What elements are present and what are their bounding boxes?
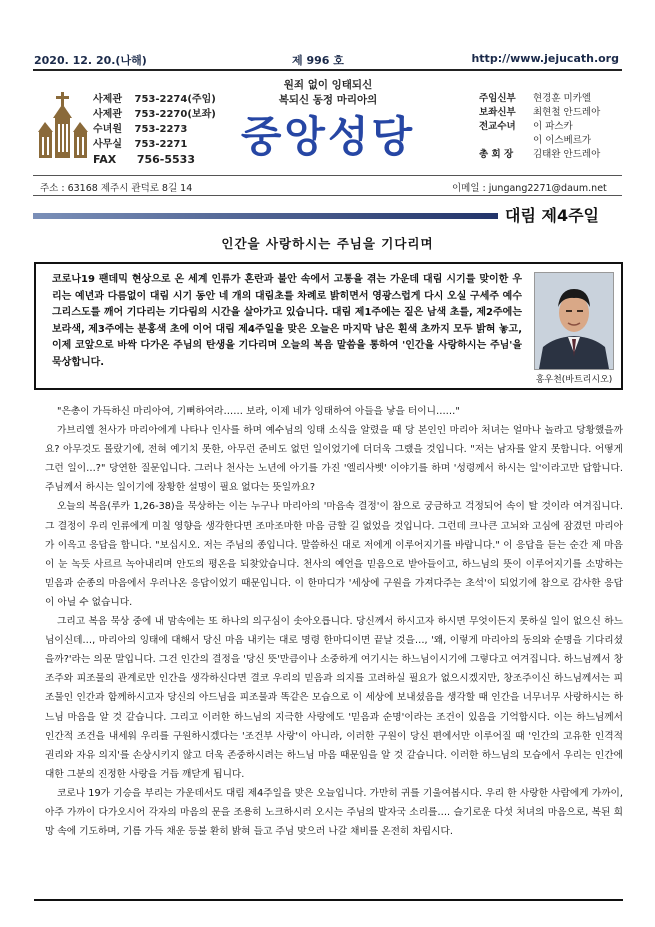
- body-paragraph: "은총이 가득하신 마리아여, 기뻐하여라…… 보라, 이제 네가 잉태하여 아들을 낳을 터이니……": [57, 406, 460, 417]
- email-address[interactable]: 이메일 : jungang2271@daum.net: [452, 183, 607, 194]
- staff-row: [479, 134, 600, 148]
- contact-row: [93, 122, 216, 137]
- body-paragraph: 가브리엘 천사가 마리아에게 나타나 인사를 하며 예수님의 잉태 소식을 알렸을 때 당 본인인 마리아 처녀는 얼마나 놀라고 당황했을까요? 아무것도 몰랐기에, 전혀 예기치 못한, 아무런 준비도 없던 일이었기에 더더욱 그랬을 것입니다. "저는 남자를 알지 못합니다. 어떻게 그런 일이…?" 당연한 질문입니다. 그러나 천사는 노년에 아기를 가진 '엘리사벳' 이야기를 하며 '성령께서 하시는 일'이라고만 답합니다. 주님께서 하시는 일이기에 장황한 설명이 필요 없다는 뜻일까요?: [45, 425, 623, 494]
- staff-role: 주임신부: [479, 93, 516, 104]
- staff-name: 이 이스베르가: [533, 135, 592, 146]
- tagline-line: 복되신 동정 마리아의: [278, 94, 378, 106]
- contact-value: 756-5533: [136, 153, 195, 166]
- staff-name: 김태완 안드레아: [533, 149, 601, 160]
- contact-value: 753-2271: [134, 139, 188, 150]
- staff-role: 보좌신부: [479, 107, 516, 118]
- staff-name: 이 파스카: [533, 121, 573, 132]
- header-rule: [33, 175, 622, 176]
- staff-row: [479, 92, 600, 106]
- contact-row: [93, 92, 216, 107]
- intro-text: 코로나19 팬데믹 현상으로 온 세계 인류가 혼란과 불안 속에서 고통을 겪는 가운데 대림 시기를 맞이한 우리는 예년과 다름없이 대림 시기 동안 네 개의 대림초를 차례로 밝히면서 영광스럽게 다시 오실 구세주 예수 그리스도를 깨어 기다리는 기다림의 시간을 살아가고 있습니다. 대림 제1주에는 짙은 남색 초를, 제2주에는 보라색, 제3주에는 분홍색 초에 이어 대림 제4주일을 맞은 오늘은 마지막 남은 흰색 초까지 모두 밝혀 놓고, 이제 코앞으로 바싹 다가온 주님의 탄생을 기다리며 오늘의 복음 말씀을 통하여 '인간을 사랑하시는 주님'을 묵상합니다.: [52, 274, 522, 368]
- contact-label: 수녀원: [93, 124, 122, 135]
- staff-name: 현경훈 미카엘: [533, 93, 592, 104]
- author-photo: [534, 272, 614, 370]
- contact-list: [93, 92, 216, 167]
- contact-row: [93, 107, 216, 122]
- body-paragraph: 오늘의 복음(루카 1,26-38)을 묵상하는 이는 누구나 마리아의 '마음속 결정'이 참으로 궁금하고 걱정되어 속이 탈 것이라 여겨집니다. 그 결정이 우리 인류에게 미칠 영향을 생각한다면 조마조마한 마음 금할 길 없었을 것입니다. 그런데 크나큰 고뇌와 고심에 잠겼던 마리아가 이윽고 응답을 합니다. "보십시오. 저는 주님의 종입니다. 말씀하신 대로 저에게 이루어지기를 바랍니다." 이 응답을 듣는 순간 제 마음이 눈 녹듯 사르르 녹아내리며 안도의 평온을 되찾았습니다. 천사의 예언을 믿음으로 받아들이고, 하느님의 뜻이 이루어지기를 소망하는 믿음과 순종의 마음에서 우러나온 응답이었기 때문입니다. 이 한마디가 '세상에 구원을 가져다주는 초석'이 되었기에 참으로 감사한 응답이 아닐 수 없습니다.: [45, 501, 623, 608]
- body-paragraph: 코로나 19가 기승을 부리는 가운데서도 대림 제4주일을 맞은 오늘입니다. 가만히 귀를 기울여봅시다. 우리 한 사랑한 사람에게 가까이, 아주 가까이 다가오시어 각자의 마음의 문을 조용히 노크하시러 오시는 주님의 발자국 소리를…. 슬기로운 다섯 처녀의 마음으로, 복된 희망 속에 기도하며, 기름 가득 채운 등불 환히 밝혀 들고 주님 맞으러 나갈 채비를 온전히 차립시다.: [45, 787, 623, 838]
- photo-caption: 홍우천(바트리시오): [535, 375, 613, 385]
- header-rule: [33, 195, 622, 196]
- contact-label: 사제관: [93, 109, 122, 120]
- website-link[interactable]: http://www.jejucath.org: [471, 52, 619, 65]
- issue-date: 2020. 12. 20.(나해): [34, 54, 147, 67]
- accent-bar: [33, 213, 498, 219]
- address: 주소 : 63168 제주시 관덕로 8길 14: [40, 183, 193, 194]
- body-paragraph: 그리고 복음 묵상 중에 내 맘속에는 또 하나의 의구심이 솟아오릅니다. 당신께서 하시고자 하시면 무엇이든지 못하실 일이 없으신 하느님이신데…, 마리아의 잉태에 대해서 당신 마음 내키는 대로 명령 한마디이면 끝날 것을…, '왜, 이렇게 마리아의 동의와 순명을 기다리셨을까?'라는 의문 말입니다. 그건 인간의 결정을 '당신 뜻'만큼이나 소중하게 여기시는 하느님이시기에 그렇다고 여겨집니다. 하느님께서 창조주와 피조물의 관계로만 인간을 생각하신다면 결코 우리의 믿음과 의지를 고려하실 필요가 없으시겠지만, 창조주이신 하느님께서는 피조물인 인간과 함께하시고자 당신의 아드님을 피조물과 똑같은 모습으로 이 세상에 보내셨음을 생각할 때 인간을 너무너무 사랑하시는 하느님 마음을 알 것 같습니다. 그리고 이러한 하느님의 지극한 사랑에도 '믿음과 순명'이라는 조건이 있음을 기억합시다. 이는 하느님께서 인간적 조건을 내세워 우리를 구원하시겠다는 '조건부 사랑'이 아니라, 이러한 구원이 당신 편에서만 이루어질 때 '인간의 고유한 인격적 권리와 자유 의지'를 손상시키지 않고 더욱 존중하시려는 하느님 마음 때문임을 알 것 같습니다. 이러한 하느님의 모습에서 우리는 인간에 대한 그분의 진정한 사랑을 거듭 깨닫게 됩니다.: [45, 616, 623, 780]
- contact-value: 753-2274(주임): [134, 94, 216, 105]
- contact-value: 753-2270(보좌): [134, 109, 216, 120]
- contact-value: 753-2273: [134, 124, 188, 135]
- issue-number: 제 996 호: [292, 54, 344, 67]
- contact-label: 사제관: [93, 94, 122, 105]
- staff-name: 최현철 안드레아: [533, 107, 601, 118]
- contact-label: FAX: [93, 153, 117, 166]
- staff-role: 전교수녀: [479, 121, 516, 132]
- author-portrait-image: [535, 273, 613, 369]
- contact-row: [93, 137, 216, 152]
- staff-row: [479, 148, 600, 162]
- tagline-line: 원죄 없이 잉태되신: [283, 79, 373, 91]
- article-title: 인간을 사랑하시는 주님을 기다리며: [221, 236, 434, 251]
- church-icon: [38, 92, 88, 160]
- masthead-title: 중앙성당: [240, 112, 416, 161]
- top-rule: [33, 69, 622, 71]
- liturgical-season: 대림 제4주일: [505, 206, 599, 225]
- contact-row: [93, 152, 216, 167]
- staff-list: [479, 92, 600, 162]
- bottom-rule: [34, 899, 623, 901]
- contact-label: 사무실: [93, 139, 122, 150]
- staff-row: [479, 120, 600, 134]
- staff-role: 총 회 장: [479, 149, 514, 160]
- staff-row: [479, 106, 600, 120]
- article-body: [45, 402, 623, 841]
